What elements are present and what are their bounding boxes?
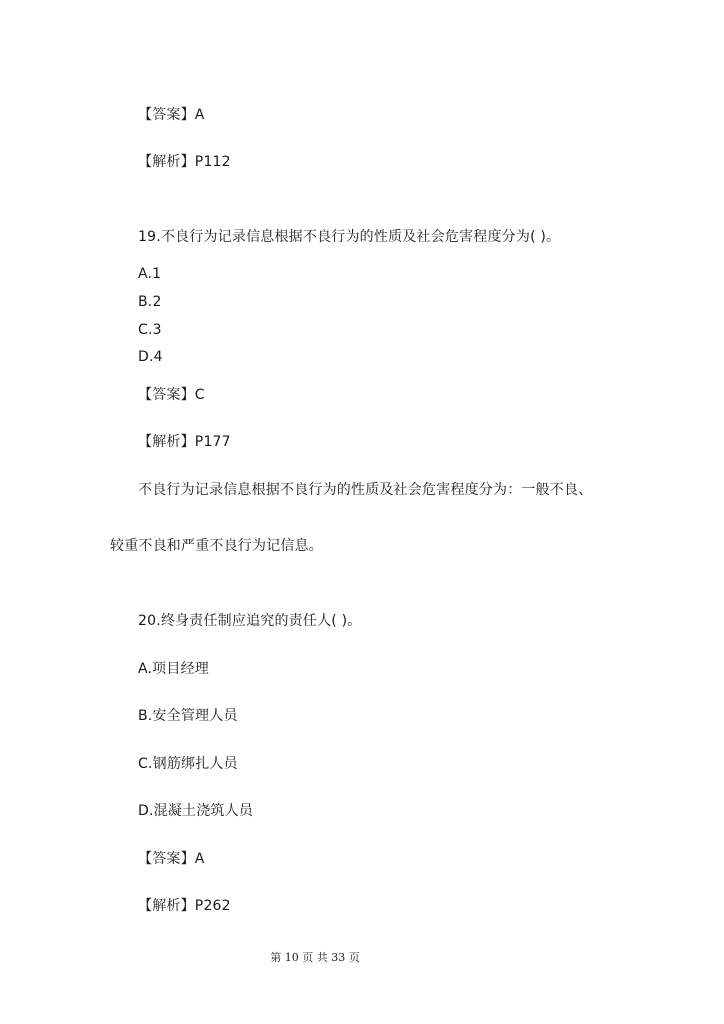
q20-analysis: 【解析】P262 bbox=[138, 898, 231, 914]
page-footer: 第 10 页 共 33 页 bbox=[270, 951, 360, 964]
q20-option-a: A.项目经理 bbox=[138, 661, 209, 677]
q18-answer: 【答案】A bbox=[138, 107, 205, 123]
q19-answer: 【答案】C bbox=[138, 387, 205, 403]
q19-analysis: 【解析】P177 bbox=[138, 434, 231, 450]
q18-analysis: 【解析】P112 bbox=[138, 154, 231, 170]
q19-explanation-line-1: 不良行为记录信息根据不良行为的性质及社会危害程度分为：一般不良、 bbox=[138, 482, 593, 498]
q20-option-c: C.钢筋绑扎人员 bbox=[138, 756, 238, 772]
q19-option-d: D.4 bbox=[138, 349, 163, 365]
q19-option-a: A.1 bbox=[138, 266, 162, 282]
q19-option-c: C.3 bbox=[138, 322, 162, 338]
q19-explanation-line-2: 较重不良和严重不良行为记信息。 bbox=[110, 538, 323, 554]
q20-answer: 【答案】A bbox=[138, 851, 205, 867]
q19-option-b: B.2 bbox=[138, 294, 162, 310]
q20-stem: 20.终身责任制应追究的责任人( )。 bbox=[138, 613, 362, 629]
q19-stem: 19.不良行为记录信息根据不良行为的性质及社会危害程度分为( )。 bbox=[138, 229, 561, 245]
q20-option-d: D.混凝土浇筑人员 bbox=[138, 803, 254, 819]
q20-option-b: B.安全管理人员 bbox=[138, 708, 238, 724]
